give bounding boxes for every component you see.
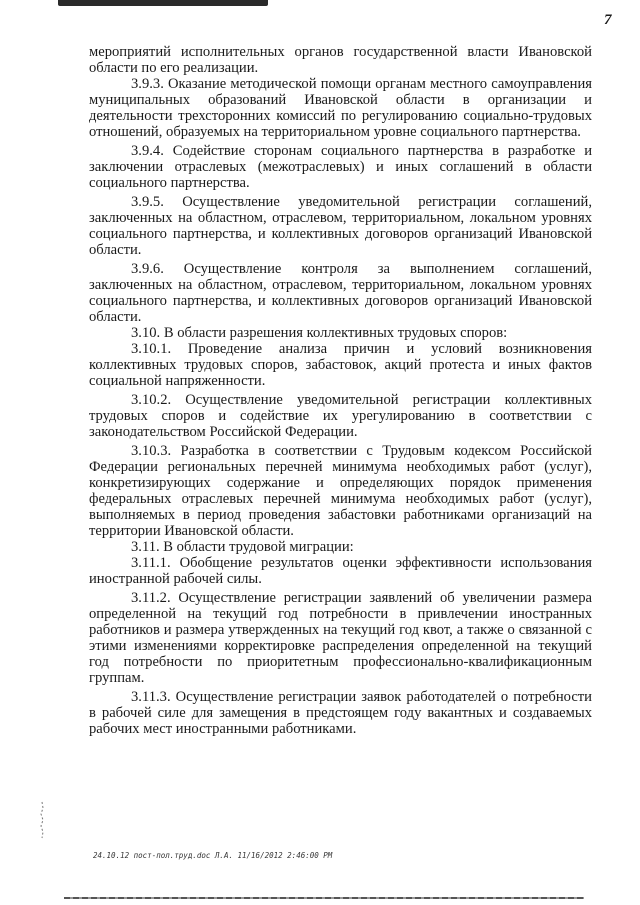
- paragraph-3-10-2: 3.10.2. Осуществление уведомительной регистрации коллективных трудовых споров и содействие их урегулированию в соответствии с законодательством Российской Федерации.: [89, 392, 592, 440]
- paragraph-3-11: 3.11. В области трудовой миграции:: [131, 539, 354, 555]
- scan-edge-bottom: [64, 897, 584, 899]
- paragraph-3-10-3: 3.10.3. Разработка в соответствии с Трудовым кодексом Российской Федерации региональных перечней минимума необходимых работ (услуг), конкретизирующих содержание и определяющих порядок применения федеральных отраслевых перечней минимума необходимых работ (услуг), выполняемых в период проведения забастовки работниками организаций на территории Ивановской области.: [89, 443, 592, 539]
- paragraph-3-10-1: 3.10.1. Проведение анализа причин и условий возникновения коллективных трудовых споров, забастовок, акций протеста и иных фактов социальной напряженности.: [89, 341, 592, 389]
- paragraph-3-11-3: 3.11.3. Осуществление регистрации заявок работодателей о потребности в рабочей силе для замещения в предстоящем году вакантных и создаваемых рабочих мест иностранными работниками.: [89, 689, 592, 737]
- paragraph-3-11-2: 3.11.2. Осуществление регистрации заявлений об увеличении размера определенной на текущий год потребности в привлечении иностранных работников и размера утвержденных на текущий год квот, а также о связанной с этими изменениями корректировке распределения определенной на текущий год потребности по приоритетным профессионально-квалификационным группам.: [89, 590, 592, 686]
- page-number: 7: [604, 12, 612, 28]
- paragraph-continuation: мероприятий исполнительных органов государственной власти Ивановской области по его реализации.: [89, 44, 592, 76]
- paragraph-3-9-6: 3.9.6. Осуществление контроля за выполнением соглашений, заключенных на областном, отраслевом, территориальном, локальном уровнях социального партнерства, и коллективных договоров организаций Ивановской области.: [89, 261, 592, 325]
- paragraph-3-9-3: 3.9.3. Оказание методической помощи органам местного самоуправления муниципальных образований Ивановской области в организации и деятельности трехсторонних комиссий по регулированию социально-трудовых отношений, образуемых на территориальном уровне социального партнерства.: [89, 76, 592, 140]
- paragraph-3-11-1: 3.11.1. Обобщение результатов оценки эффективности использования иностранной рабочей силы.: [89, 555, 592, 587]
- document-body: [89, 44, 592, 737]
- paragraph-3-9-4: 3.9.4. Содействие сторонам социального партнерства в разработке и заключении отраслевых (межотраслевых) и иных соглашений в области социального партнерства.: [89, 143, 592, 191]
- document-footer: 24.10.12 пост-пол.труд.doc Л.А. 11/16/2012 2:46:00 PM: [93, 851, 333, 860]
- paragraph-3-10: 3.10. В области разрешения коллективных трудовых споров:: [131, 325, 508, 341]
- scan-artifact: [38, 800, 46, 840]
- scan-edge-top: [58, 0, 268, 6]
- paragraph-3-9-5: 3.9.5. Осуществление уведомительной регистрации соглашений, заключенных на областном, отраслевом, территориальном, локальном уровнях социального партнерства, и коллективных договоров организаций Ивановской области.: [89, 194, 592, 258]
